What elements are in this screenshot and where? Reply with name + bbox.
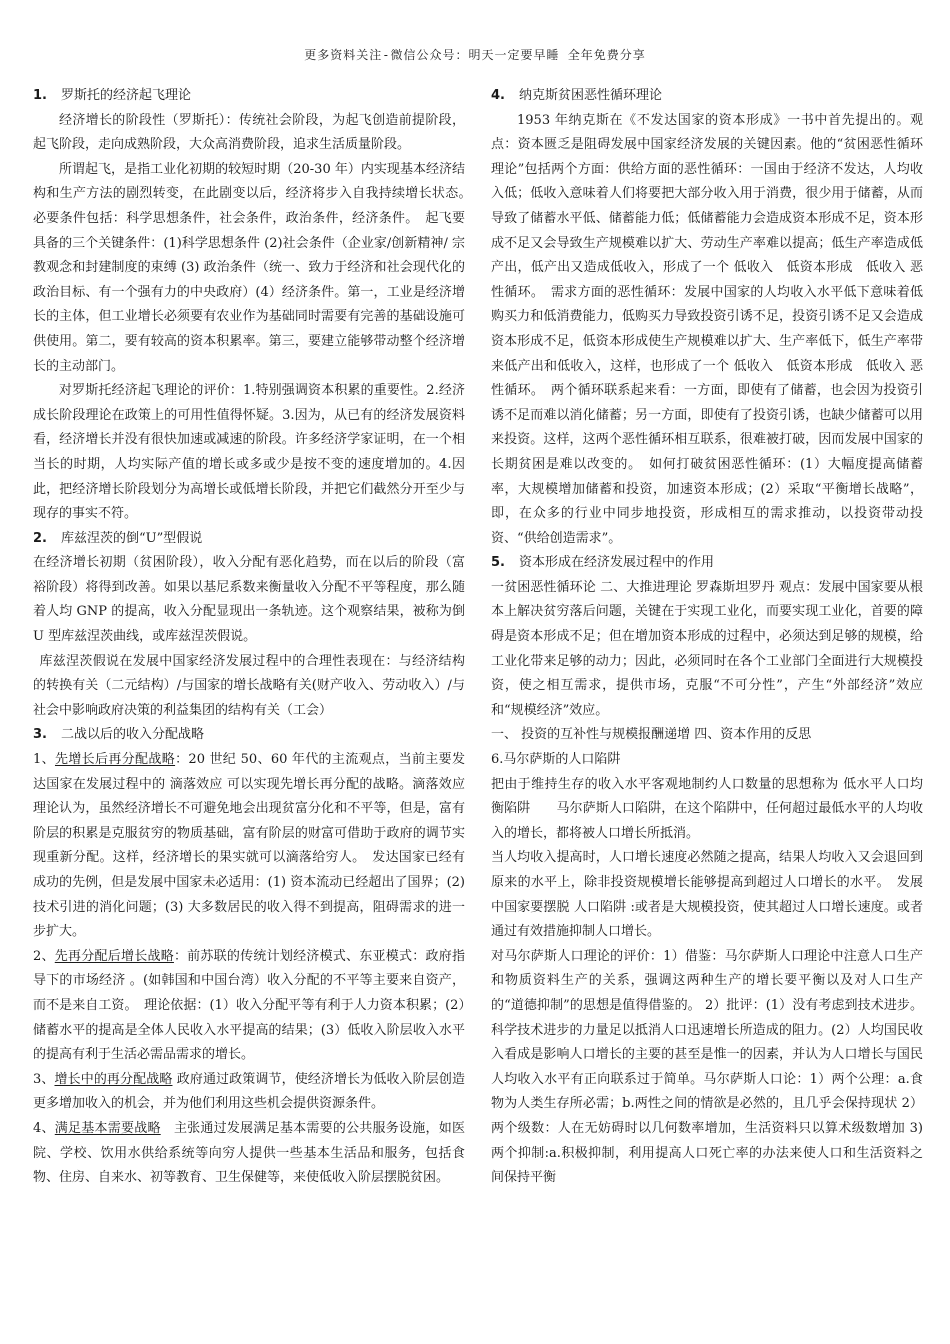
paragraph: 把由于维持生存的收入水平客观地制约人口数量的思想称为 低水平人口均衡陷阱 马尔萨斯人口陷阱，在这个陷阱中，任何超过最低水平的人均收入的增长，都将被人口增长所抵消。 (491, 776, 923, 841)
section-number: 4. (491, 88, 505, 103)
section-heading-1 (33, 84, 465, 109)
paragraph: 对罗斯托经济起飞理论的评价：1.特别强调资本积累的重要性。2.经济成长阶段理论在政策上的可用性值得怀疑。3.因为，从已有的经济发展资料看，经济增长并没有很快加速或减速的阶段。许多经济学家证明，在一个相当长的时期，人均实际产值的增长或多或少是按不变的速度增加的。4.因此，把经济增长阶段划分为高增长或低增长阶段，并把它们截然分开至少与现存的事实不符。 (33, 383, 465, 522)
item-body: 政府通过政策调节，使经济增长为低收入阶层创造更多增加收入的机会，并为他们利用这些机会提供资源条件。 (33, 1071, 465, 1112)
list-item (33, 945, 465, 1068)
paragraph: 对马尔萨斯人口理论的评价：1）借鉴：马尔萨斯人口理论中注意人口生产和物质资料生产的关系，强调这两种生产的增长要平衡以及对人口生产的“道德抑制”的思想是值得借鉴的。 2）批评：(1）没有考虑到技术进步。科学技术进步的力量足以抵消人口迅速增长所造成的阻力。(2）人均国民收入看成是影响人口增长的主要的甚至是惟一的因素，并认为人口增长与国民人均收入水平有正向联系过于简单。马尔萨斯人口论：1）两个公理：a.食物为人类生存所必需；b.两性之间的情欲是必然的，且几乎会保持现状 2）两个级数：人在无妨碍时以几何数率增加，生活资料只以算术级数增加 3)两个抑制:a.积极抑制，利用提高人口死亡率的办法来使人口和生活资料之间保持平衡 (491, 948, 923, 1186)
strategy-title: 先再分配后增长战略 (54, 948, 174, 964)
section-heading-5 (491, 551, 923, 576)
list-item (33, 748, 465, 945)
section-title: 资本形成在经济发展过程中的作用 (519, 555, 715, 571)
list-item (33, 1117, 465, 1191)
section-heading-4 (491, 84, 923, 109)
section-title: 库兹涅茨的倒“U”型假说 (61, 530, 203, 546)
item-body: ：20 世纪 50、60 年代的主流观点，当前主要发达国家在发展过程中的 滴落效应 可以实现先增长再分配的战略。滴落效应理论认为，虽然经济增长不可避免地会出现贫富分化和不平等，但是，富有阶层的积累是克服贫穷的物质基础，富有阶层的财富可借助于政府的调节实现重新分配。这样，经济增长的果实就可以滴落给穷人。 发达国家已经有成功的先例，但是发展中国家未必适用：(1) 资本流动已经超出了国界；(2) 技术引进的消化问题；(3) 大多数居民的收入得不到提高，阻碍需求的进一步扩大。 (33, 752, 465, 940)
paragraph: 1953 年纳克斯在《不发达国家的资本形成》一书中首先提出的。观点：资本匮乏是阻碍发展中国家经济发展的关键因素。他的“贫困恶性循环理论”包括两个方面：供给方面的恶性循环：一国由于经济不发达，人均收入低；低收入意味着人们将要把大部分收入用于消费，很少用于储蓄，从而导致了储蓄水平低、储蓄能力低；低储蓄能力会造成资本形成不足，资本形成不足又会导致生产规模难以扩大、劳动生产率难以提高；低生产率造成低产出，低产出又造成低收入，形成了一个 低收入 低资本形成 低收入 恶性循环。 需求方面的恶性循环：发展中国家的人均收入水平低下意味着低购买力和低消费能力，低购买力导致投资引诱不足，投资引诱不足又会造成资本形成不足，低资本形成使生产规模难以扩大、生产率低下，低生产率带来低产出和低收入，这样，也形成了一个 低收入 低资本形成 低收入 恶性循环。 两个循环联系起来看：一方面，即使有了储蓄，也会因为投资引诱不足而难以消化储蓄；另一方面，即使有了投资引诱，也缺少储蓄可以用来投资。这样，这两个恶性循环相互联系，很难被打破，因而发展中国家的长期贫困是难以改变的。 如何打破贫困恶性循环：(1）大幅度提高储蓄率，大规模增加储蓄和投资，加速资本形成；(2）采取“平衡增长战略”，即，在众多的行业中同步地投资，形成相互的需求推动，以投资带动投资、“供给创造需求”。 (491, 112, 923, 546)
item-prefix: 1、 (33, 752, 55, 768)
item-body: 主张通过发展满足基本需要的公共服务设施，如医院、学校、饮用水供给系统等向穷人提供一些基本生活品和服务，包括食物、住房、自来水、初等教育、卫生保健等，来使低收入阶层摆脱贫困。 (33, 1120, 465, 1186)
paragraph: 在经济增长初期（贫困阶段），收入分配有恶化趋势，而在以后的阶段（富裕阶段）将得到改善。如果以基尼系数来衡量收入分配不平等程度，那么随着人均 GNP 的提高，收入分配显现出一条轨迹。这个观察结果，被称为倒 U 型库兹涅茨曲线，或库兹涅茨假说。 (33, 555, 465, 645)
section-heading-6 (491, 748, 923, 773)
section-number: 1. (33, 88, 47, 103)
right-column (491, 84, 923, 1191)
strategy-title: 增长中的再分配战略 (54, 1071, 173, 1087)
item-body: ：前苏联的传统计划经济模式、东亚模式：政府指导下的市场经济 。(如韩国和中国台湾）收入分配的不平等主要来自资产，而不是来自工资。 理论依据：(1）收入分配平等有利于人力资本积累；(2）储蓄水平的提高是全体人民收入水平提高的结果；(3）低收入阶层收入水平的提高有利于生活必需品需求的增长。 (33, 948, 465, 1063)
paragraph: 所谓起飞，是指工业化初期的较短时期（20-30 年）内实现基本经济结构和生产方法的剧烈转变，在此剧变以后，经济将步入自我持续增长状态。 必要条件包括：科学思想条件，社会条件，政治条件，经济条件。 起飞要具备的三个关键条件：(1)科学思想条件 (2)社会条件（企业家/创新精神/ 宗教观念和封建制度的束缚 (3) 政治条件（统一、致力于经济和社会现代化的政治目标、有一个强有力的中央政府）(4）经济条件。第一，工业是经济增长的主体，但工业增长必须要有农业作为基础同时需要有完善的基础设施可供使用。第二，要有较高的资本积累率。第三，要建立能够带动整个经济增长的主动部门。 (33, 161, 479, 374)
section-title: 6.马尔萨斯的人口陷阱 (491, 752, 621, 768)
left-column (33, 84, 479, 1191)
paragraph: 经济增长的阶段性（罗斯托）：传统社会阶段，为起飞创造前提阶段，起飞阶段，走向成熟阶段，大众高消费阶段，追求生活质量阶段。 (33, 112, 465, 153)
paragraph: 当人均收入提高时，人口增长速度必然随之提高，结果人均收入又会退回到原来的水平上，除非投资规模增长能够提高到超过人口增长的水平。 发展中国家要摆脱 人口陷阱 :或者是大规模投资，使其超过人口增长速度。或者通过有效措施抑制人口增长。 (491, 850, 923, 940)
section-number: 3. (33, 727, 47, 743)
section-heading-2 (33, 527, 465, 552)
section-number: 5. (491, 555, 505, 571)
item-prefix: 4、 (33, 1120, 55, 1136)
paragraph: 一、 投资的互补性与规模报酬递增 四、资本作用的反思 (491, 727, 812, 743)
section-title: 罗斯托的经济起飞理论 (61, 88, 192, 103)
item-prefix: 3、 (33, 1071, 55, 1087)
page-header: 更多资料关注-微信公众号：明天一定要早睡 全年免费分享 (304, 48, 646, 62)
list-item (33, 1068, 465, 1117)
strategy-title: 满足基本需要战略 (54, 1120, 161, 1136)
section-title: 二战以后的收入分配战略 (61, 727, 205, 743)
paragraph: 库兹涅茨假说在发展中国家经济发展过程中的合理性表现在：与经济结构的转换有关（二元结构）/与国家的增长战略有关(财产收入、劳动收入）/与社会中影响政府决策的利益集团的结构有关（工会） (33, 653, 465, 718)
section-title: 纳克斯贫困恶性循环理论 (519, 88, 663, 103)
section-heading-3 (33, 723, 465, 748)
strategy-title: 先增长后再分配战略 (54, 752, 176, 768)
section-number: 2. (33, 530, 47, 546)
item-prefix: 2、 (33, 948, 55, 964)
paragraph: 一贫困恶性循环论 二、大推进理论 罗森斯坦罗丹 观点：发展中国家要从根本上解决贫穷落后问题，关键在于实现工业化，而要实现工业化，首要的障碍是资本形成不足；但在增加资本形成的过程中，必须达到足够的规模，给工业化带来足够的动力；因此，必须同时在各个工业部门全面进行大规模投资，使之相互需求，提供市场，克服“不可分性”，产生“外部经济”效应和“规模经济”效应。 (491, 579, 923, 718)
